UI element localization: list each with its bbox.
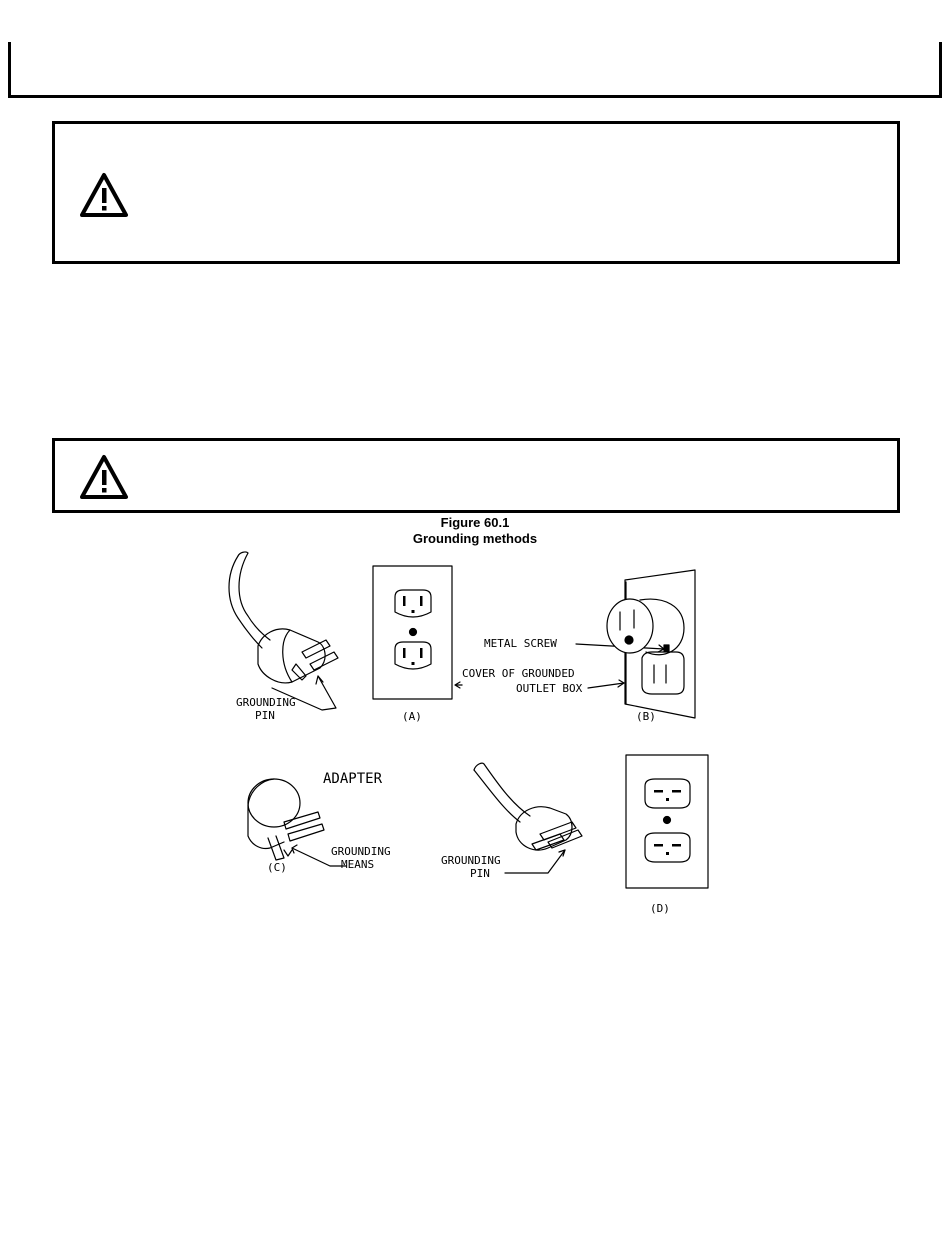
label-adapter: ADAPTER [323, 771, 383, 787]
warning-box-bottom [52, 438, 900, 513]
page-header-frame [8, 42, 942, 98]
label-cover-1: COVER OF GROUNDED [462, 667, 575, 680]
label-grounding-pin-d-1: GROUNDING [441, 854, 501, 867]
warning-triangle-icon [79, 454, 129, 500]
label-grounding-pin-d-2: PIN [470, 867, 490, 880]
figure-number: Figure 60.1 [440, 515, 510, 530]
label-grounding-means-1: GROUNDING [331, 845, 391, 858]
label-grounding-pin-a-2: PIN [255, 709, 275, 722]
label-metal-screw: METAL SCREW [484, 637, 557, 650]
label-c: (C) [267, 861, 287, 874]
grounded-receptacle-a [373, 566, 452, 699]
label-d: (D) [650, 902, 670, 915]
label-grounding-pin-a-1: GROUNDING [236, 696, 296, 709]
label-cover-2: OUTLET BOX [516, 682, 583, 695]
warning-box-top [52, 121, 900, 264]
label-b: (B) [636, 710, 656, 723]
adapter-plug-b [607, 599, 684, 655]
three-prong-plug-a [229, 552, 338, 710]
grounded-receptacle-d [626, 755, 708, 888]
warning-triangle-icon [79, 172, 129, 218]
lower-outlet-b [642, 652, 684, 694]
label-grounding-means-2: MEANS [341, 858, 375, 871]
figure-title: Grounding methods [412, 531, 538, 546]
grounding-methods-figure [0, 548, 950, 928]
label-a: (A) [402, 710, 422, 723]
